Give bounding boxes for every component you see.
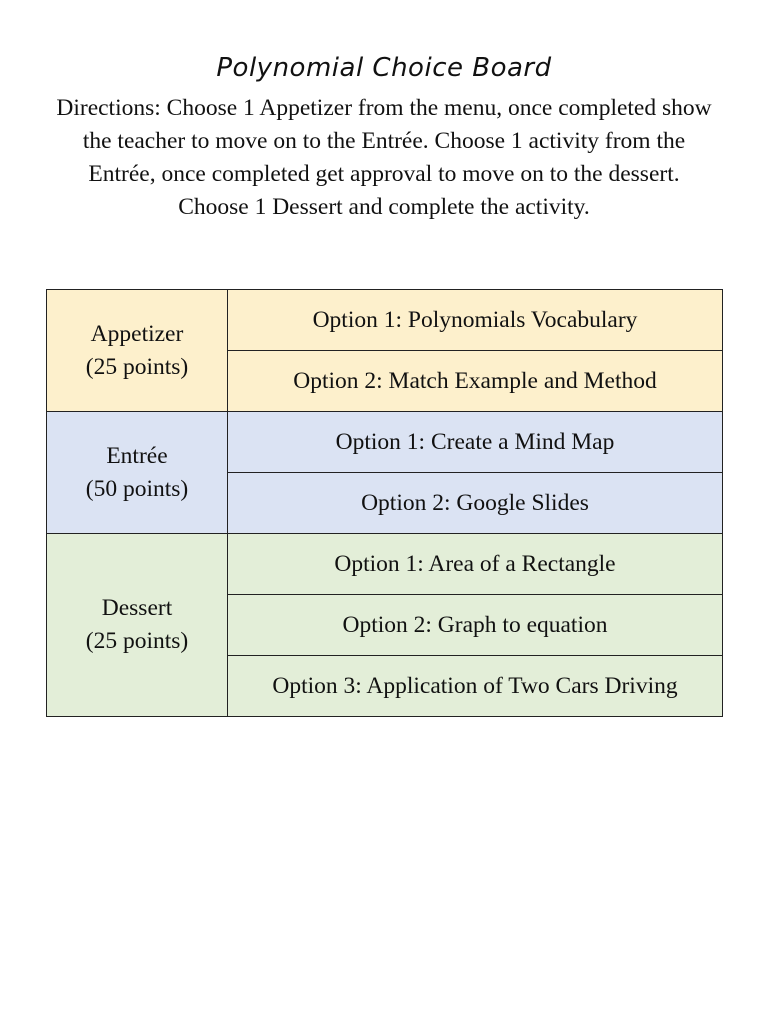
appetizer-label: Appetizer xyxy=(90,320,184,347)
appetizer-row-1 xyxy=(47,290,723,351)
entree-points: (50 points) xyxy=(85,475,189,502)
dessert-option-1: Option 1: Area of a Rectangle xyxy=(228,534,723,595)
dessert-option-2: Option 2: Graph to equation xyxy=(228,595,723,656)
dessert-label: Dessert xyxy=(101,595,173,621)
entree-label: Entrée xyxy=(106,442,168,469)
appetizer-option-2: Option 2: Match Example and Method xyxy=(228,351,723,412)
directions-text: Directions: Choose 1 Appetizer from the menu, once completed show the teacher to move on to the Entrée. Choose 1 activity from the Entrée, once completed get approval to move on to the dessert. Choose 1 Dessert and complete the activity. xyxy=(56,95,712,220)
appetizer-option-1: Option 1: Polynomials Vocabulary xyxy=(228,290,723,351)
dessert-section-cell xyxy=(47,534,228,717)
appetizer-points: (25 points) xyxy=(85,353,189,380)
entree-row-1 xyxy=(47,412,723,473)
appetizer-section-cell xyxy=(47,290,228,412)
entree-option-1: Option 1: Create a Mind Map xyxy=(228,412,723,473)
page-title: Polynomial Choice Board xyxy=(216,53,552,83)
choice-board-table xyxy=(46,289,723,717)
dessert-row-1 xyxy=(47,534,723,595)
entree-option-2: Option 2: Google Slides xyxy=(228,473,723,534)
dessert-points: (25 points) xyxy=(85,628,189,654)
dessert-option-3: Option 3: Application of Two Cars Driving xyxy=(228,656,723,717)
entree-section-cell xyxy=(47,412,228,534)
